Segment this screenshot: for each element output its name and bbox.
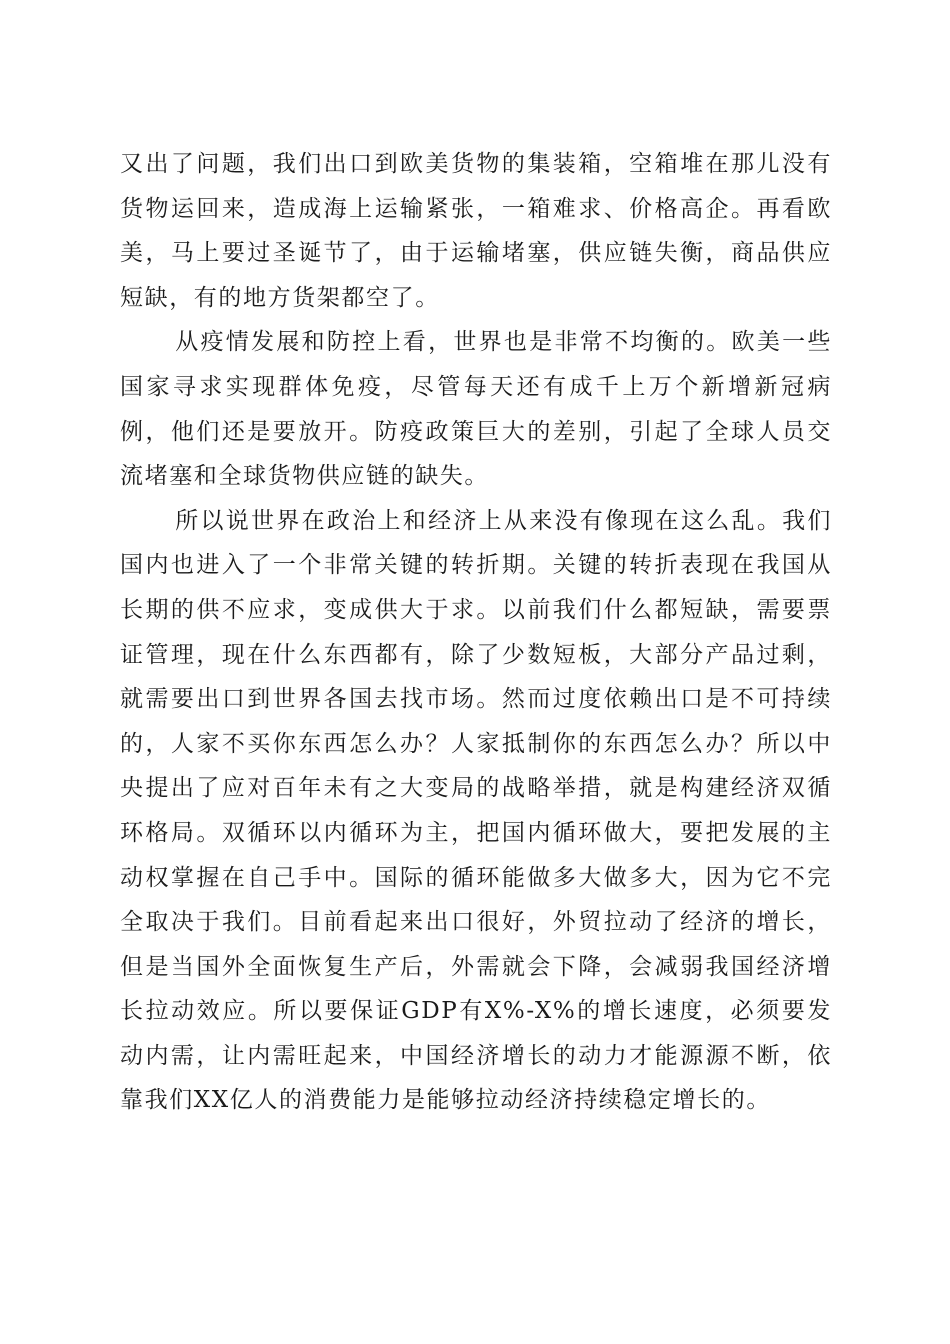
body-text xyxy=(120,142,832,1123)
paragraph-1: 又出了问题，我们出口到欧美货物的集装箱，空箱堆在那儿没有货物运回来，造成海上运输紧张，一箱难求、价格高企。再看欧美，马上要过圣诞节了，由于运输堵塞，供应链失衡，商品供应短缺，有的地方货架都空了。 xyxy=(120,151,832,311)
paragraph-3: 所以说世界在政治上和经济上从来没有像现在这么乱。我们国内也进入了一个非常关键的转折期。关键的转折表现在我国从长期的供不应求，变成供大于求。以前我们什么都短缺，需要票证管理，现在什么东西都有，除了少数短板，大部分产品过剩，就需要出口到世界各国去找市场。然而过度依赖出口是不可持续的，人家不买你东西怎么办？人家抵制你的东西怎么办？所以中央提出了应对百年未有之大变局的战略举措，就是构建经济双循环格局。双循环以内循环为主，把国内循环做大，要把发展的主动权掌握在自己手中。国际的循环能做多大做多大，因为它不完全取决于我们。目前看起来出口很好，外贸拉动了经济的增长，但是当国外全面恢复生产后，外需就会下降，会减弱我国经济增长拉动效应。所以要保证GDP有X%-X%的增长速度，必须要发动内需，让内需旺起来，中国经济增长的动力才能源源不断，依靠我们XX亿人的消费能力是能够拉动经济持续稳定增长的。 xyxy=(120,507,832,1114)
paragraph-2: 从疫情发展和防控上看，世界也是非常不均衡的。欧美一些国家寻求实现群体免疫，尽管每天还有成千上万个新增新冠病例，他们还是要放开。防疫政策巨大的差别，引起了全球人员交流堵塞和全球货物供应链的缺失。 xyxy=(120,329,832,490)
